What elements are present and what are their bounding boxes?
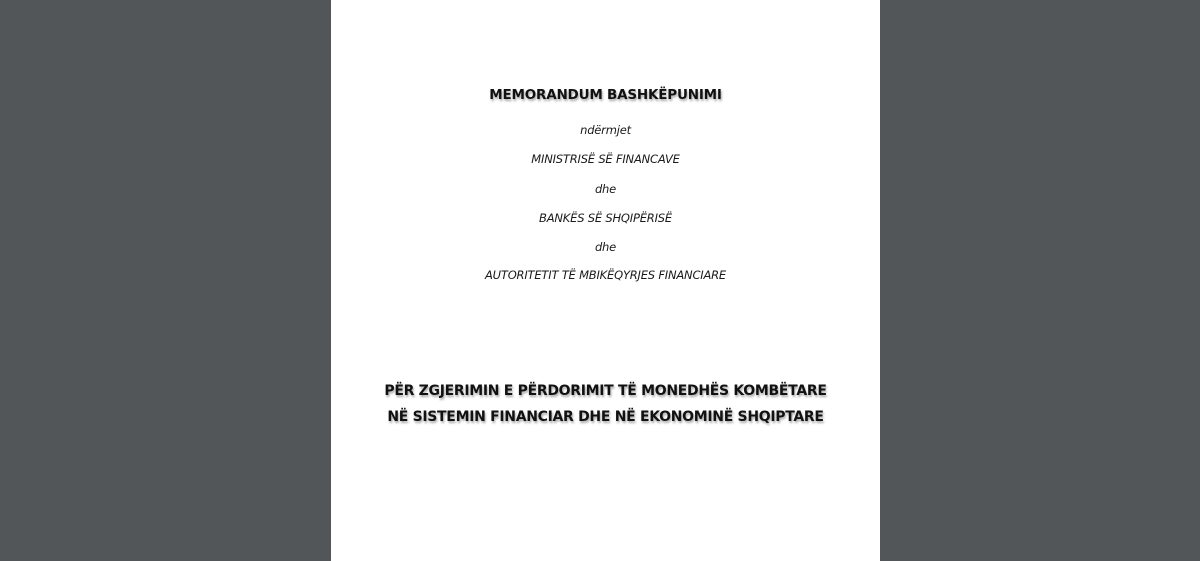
conjunction-and-1: dhe (594, 182, 617, 196)
party-bank-of-albania: BANKËS SË SHQIPËRISË (539, 211, 672, 225)
subject-heading-line-1: PËR ZGJERIMIN E PËRDORIMIT TË MONEDHËS KOMBËTARE (384, 383, 827, 399)
between-text: ndërmjet (580, 123, 631, 137)
memorandum-title: MEMORANDUM BASHKËPUNIMI (489, 87, 722, 103)
party-financial-supervisory-authority: AUTORITETIT TË MBIKËQYRJES FINANCIARE (485, 268, 726, 282)
conjunction-and-2: dhe (594, 240, 617, 254)
party-ministry-of-finance: MINISTRISË SË FINANCAVE (531, 152, 680, 166)
subject-heading-line-2: NË SISTEMIN FINANCIAR DHE NË EKONOMINË SHQIPTARE (387, 409, 824, 425)
document-page (331, 0, 880, 561)
